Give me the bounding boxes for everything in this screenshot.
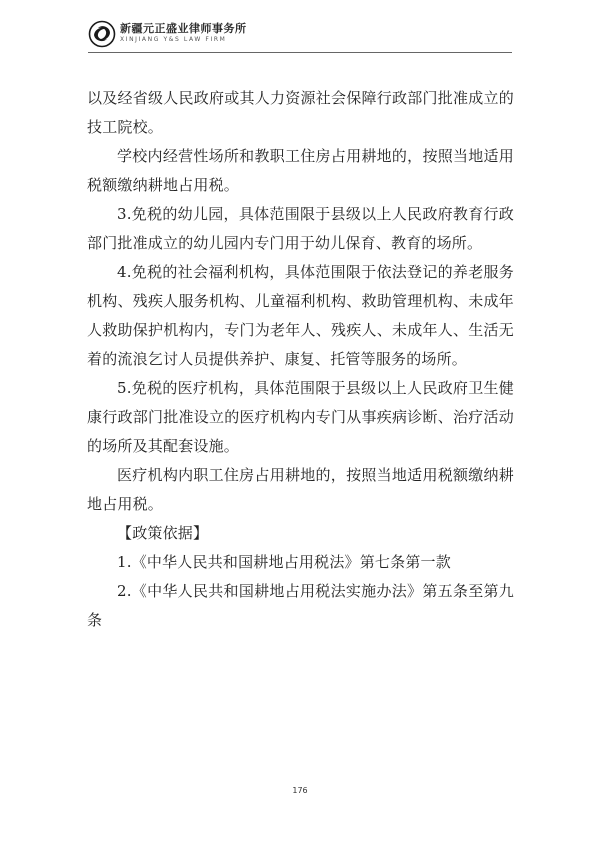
paragraph-medical-staff-housing: 医疗机构内职工住房占用耕地的，按照当地适用税额缴纳耕地占用税。	[87, 466, 514, 513]
document-body	[87, 84, 514, 635]
paragraph-school-business-use: 学校内经营性场所和教职工住房占用耕地的，按照当地适用税额缴纳耕地占用税。	[87, 147, 514, 194]
policy-basis-heading: 【政策依据】	[117, 524, 209, 542]
paragraph-welfare-exemption: 4.免税的社会福利机构，具体范围限于依法登记的养老服务机构、残疾人服务机构、儿童福利机构、救助管理机构、未成年人救助保护机构内，专门为老年人、残疾人、未成年人、生活无着的流浪乞讨人员提供养护、康复、托管等服务的场所。	[87, 263, 514, 368]
policy-basis-item: 1.《中华人民共和国耕地占用税法》第七条第一款	[117, 553, 451, 571]
paragraph-medical-exemption: 5.免税的医疗机构，具体范围限于县级以上人民政府卫生健康行政部门批准设立的医疗机构内专门从事疾病诊断、治疗活动的场所及其配套设施。	[87, 379, 514, 455]
firm-name-cn: 新疆元正盛业律师事务所	[120, 22, 247, 35]
swirl-logo-icon	[88, 20, 116, 48]
page-header	[88, 16, 512, 52]
page-number: 176	[292, 786, 308, 795]
header-divider	[88, 52, 512, 53]
policy-basis-item: 2.《中华人民共和国耕地占用税法实施办法》第五条至第九条	[87, 582, 514, 629]
paragraph-kindergarten-exemption: 3.免税的幼儿园，具体范围限于县级以上人民政府教育行政部门批准成立的幼儿园内专门用于幼儿保育、教育的场所。	[87, 205, 514, 252]
paragraph-technical-schools: 以及经省级人民政府或其人力资源社会保障行政部门批准成立的技工院校。	[87, 89, 514, 136]
firm-name-en: XINJIANG Y&S LAW FIRM	[120, 36, 227, 43]
